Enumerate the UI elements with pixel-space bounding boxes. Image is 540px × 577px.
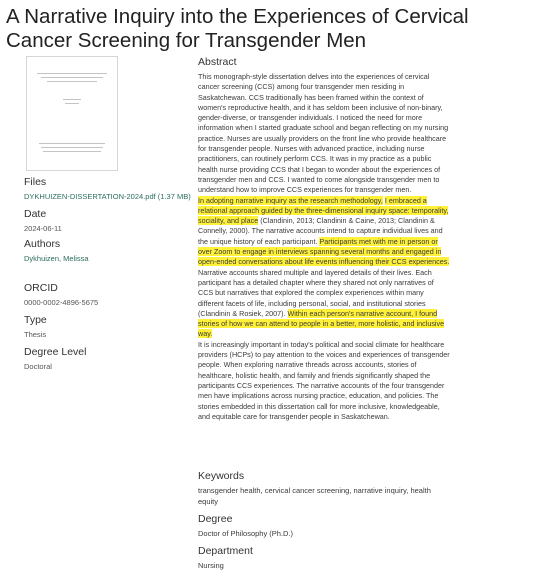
files-heading: Files xyxy=(24,176,47,188)
orcid-value: 0000-0002-4896-5675 xyxy=(24,298,99,307)
abstract-paragraph: It is increasingly important in today's political and social climate for healthcare providers (HCPs) to pay attention to the voices and experiences of transgender people. When exploring narrative threads across accounts, stories of healthcare, holistic health, and family and friends significantly shaped the participants CCS experiences. The narrative accounts of the four transgender men have implications across nursing practice, education, and policies. The stories embedded in this dissertation call for more inclusive, knowledgeable, and equitable care for transgender people in Saskatchewan. xyxy=(198,339,450,421)
date-heading: Date xyxy=(24,208,47,220)
abstract-text-run: Narrative accounts shared multiple and layered details of their lives. Each participant has a detailed chapter where they shared not only narratives of CCS but narratives that explored the complex experiences within many different facets of life, including personal, social, and institutional stories (Clandinin & Rosiek, 2007). xyxy=(198,267,434,318)
degree-heading: Degree xyxy=(198,513,233,525)
keywords-section xyxy=(198,470,450,507)
department-value: Nursing xyxy=(198,561,224,570)
page-title: A Narrative Inquiry into the Experiences of Cervical Cancer Screening for Transgender Men xyxy=(6,5,469,52)
department-section xyxy=(198,545,450,572)
highlight: I embraced a relational approach guided by the three-dimensional inquiry space: temporality, sociality, and place xyxy=(198,195,449,226)
keywords-heading: Keywords xyxy=(198,470,245,482)
degree-level-section xyxy=(24,346,194,371)
date-value: 2024-06-11 xyxy=(24,224,62,233)
file-download-link[interactable]: DYKHUIZEN-DISSERTATION-2024.pdf (1.37 MB) xyxy=(24,192,191,201)
files-section xyxy=(24,176,194,201)
document-thumbnail[interactable] xyxy=(26,56,118,171)
abstract-text xyxy=(198,72,450,422)
authors-section xyxy=(24,238,194,263)
department-heading: Department xyxy=(198,545,253,557)
orcid-heading: ORCID xyxy=(24,282,58,294)
degree-level-value: Doctoral xyxy=(24,362,52,371)
abstract-section xyxy=(198,56,450,422)
date-section xyxy=(24,208,194,233)
highlight: In adopting narrative inquiry as the research methodology, xyxy=(198,195,383,205)
abstract-text-run: (Clandinin, 2013; Clandinin & Caine, 2013; Clandinin & Connelly, 2000). The narrative accounts intend to capture individual lives and the unique history of each participant. xyxy=(198,216,443,246)
abstract-paragraph-2 xyxy=(198,196,450,340)
degree-value: Doctor of Philosophy (Ph.D.) xyxy=(198,529,294,538)
abstract-paragraph: This monograph-style dissertation delves into the experiences of cervical cancer screening (CCS) among four transgender men residing in Saskatchewan. CCS traditionally has been framed within the context of women's reproductive health, and it has seldom been inclusive of non-binary, gender-diverse, or transgender individuals. I noticed the need for more information when I started graduate school and began reflecting on my nursing practice. Nurses are usually providers on the front line who provide healthcare for transgender people. Nurses with advanced practice, including nurse practitioners, can routinely perform CCS. It was in my practice as a public health nurse providing CCS that I began to wonder about the experiences of transgender men and CCS. I wanted to come alongside transgender men to understand how to improve CCS experiences for transgender men. xyxy=(198,72,449,195)
type-section xyxy=(24,314,194,339)
type-value: Thesis xyxy=(24,330,47,339)
type-heading: Type xyxy=(24,314,47,326)
highlight: Within each person's narrative account, I found stories of how we can attend to people in a better, more holistic, and inclusive way. xyxy=(198,308,445,339)
abstract-heading: Abstract xyxy=(198,56,237,68)
orcid-section xyxy=(24,282,194,307)
degree-level-heading: Degree Level xyxy=(24,346,87,358)
degree-section xyxy=(198,513,450,540)
highlight: Participants met with me in person or over Zoom to engage in interviews spanning several months and engaged in open-ended conversations about life events influencing their CCS experiences. xyxy=(198,236,450,267)
keywords-value: transgender health, cervical cancer screening, narrative inquiry, health equity xyxy=(198,486,431,506)
author-link[interactable]: Dykhuizen, Melissa xyxy=(24,254,89,263)
authors-heading: Authors xyxy=(24,238,61,250)
